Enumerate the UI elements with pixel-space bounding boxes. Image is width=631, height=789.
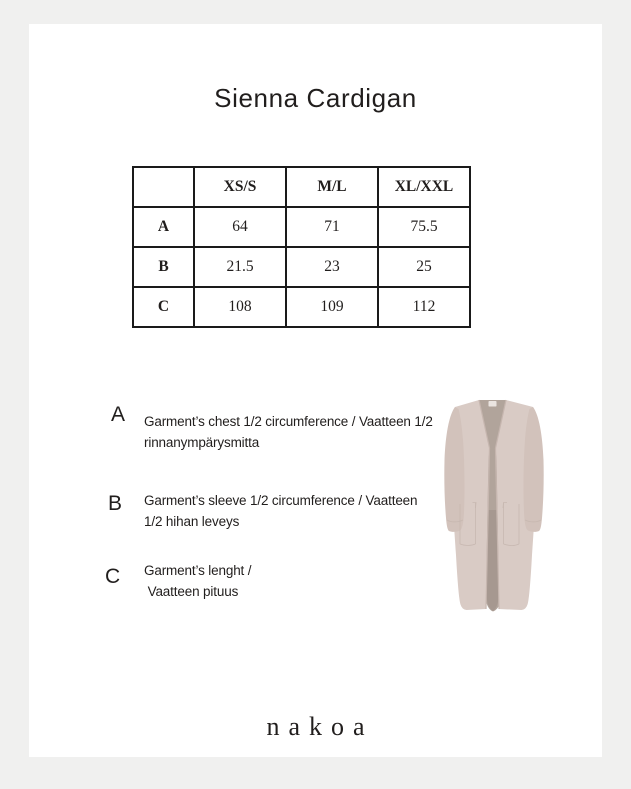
content-surface (29, 24, 602, 757)
measurement-a-xl-xxl: 75.5 (378, 207, 470, 247)
cardigan-product-image (437, 390, 552, 620)
cardigan-sleeve-right (523, 407, 543, 532)
row-label-c: C (133, 287, 194, 327)
size-table-header-row (133, 167, 470, 207)
legend-key-b: B (108, 492, 123, 515)
row-label-a: A (133, 207, 194, 247)
measurement-b-xl-xxl: 25 (378, 247, 470, 287)
size-column-header-xl-xxl: XL/XXL (378, 167, 470, 207)
measurement-a-xs-s: 64 (194, 207, 286, 247)
legend-text-b-line1: Garment’s sleeve 1/2 circumference / Vaatteen (144, 493, 418, 508)
table-row-a (133, 207, 470, 247)
legend-text-b (144, 491, 444, 532)
table-row-b (133, 247, 470, 287)
measurement-c-m-l: 109 (286, 287, 378, 327)
size-table (132, 166, 471, 328)
table-row-c (133, 287, 470, 327)
brand-logo (29, 712, 602, 742)
legend-text-a (144, 412, 444, 453)
row-label-b: B (133, 247, 194, 287)
measurement-b-xs-s: 21.5 (194, 247, 286, 287)
legend-text-c-line1: Garment’s lenght / (144, 563, 252, 578)
page-title: Sienna Cardigan (214, 83, 417, 113)
legend-text-c-line2: Vaatteen pituus (144, 583, 239, 599)
measurement-b-m-l: 23 (286, 247, 378, 287)
legend-key-c: C (105, 565, 121, 588)
cardigan-sleeve-left (444, 407, 464, 532)
legend-text-b-line2: 1/2 hihan leveys (144, 513, 240, 529)
legend-text-a-line2: rinnanympärysmitta (144, 434, 260, 450)
legend-text-c (144, 561, 444, 602)
measurement-a-m-l: 71 (286, 207, 378, 247)
size-table-corner-cell (133, 167, 194, 207)
measurement-c-xs-s: 108 (194, 287, 286, 327)
size-column-header-xs-s: XS/S (194, 167, 286, 207)
legend-key-a: A (111, 403, 126, 426)
size-column-header-m-l: M/L (286, 167, 378, 207)
measurement-c-xl-xxl: 112 (378, 287, 470, 327)
brand-logo-text: nakoa (266, 712, 374, 741)
care-label (489, 401, 497, 407)
legend-text-a-line1: Garment’s chest 1/2 circumference / Vaatteen 1/2 (144, 414, 433, 429)
